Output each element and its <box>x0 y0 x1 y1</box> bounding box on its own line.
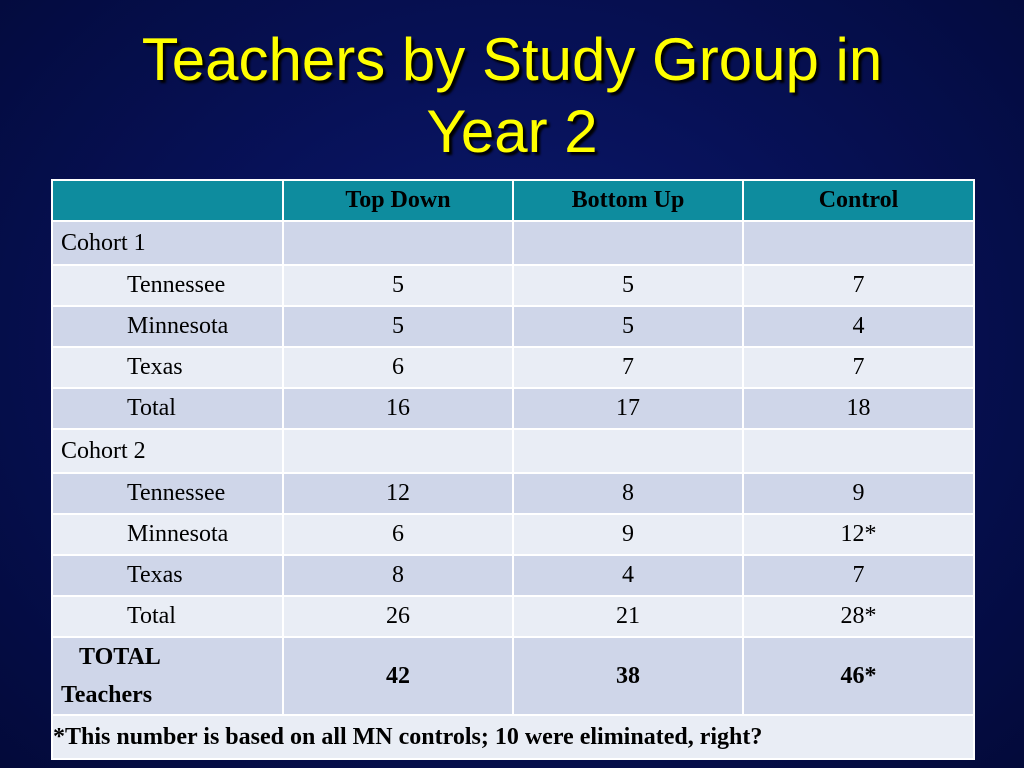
table-row-grand-total <box>52 637 974 715</box>
cell-top-down: 5 <box>283 265 513 306</box>
row-label: Cohort 1 <box>52 221 283 265</box>
row-label: Minnesota <box>52 306 283 347</box>
cell-control: 7 <box>743 347 974 388</box>
slide-title-line-2: Year 2 <box>426 98 598 165</box>
table-row <box>52 265 974 306</box>
table-row <box>52 555 974 596</box>
row-label: Texas <box>52 347 283 388</box>
cell-control: 28* <box>743 596 974 637</box>
cell-control: 7 <box>743 555 974 596</box>
cell-top-down <box>283 429 513 473</box>
cell-bottom-up: 9 <box>513 514 743 555</box>
cell-bottom-up: 4 <box>513 555 743 596</box>
grand-total-label <box>52 637 283 715</box>
row-label: Minnesota <box>52 514 283 555</box>
cell-bottom-up <box>513 429 743 473</box>
cell-bottom-up: 21 <box>513 596 743 637</box>
grand-total-bottom-up: 38 <box>513 637 743 715</box>
cell-top-down <box>283 221 513 265</box>
cell-bottom-up: 17 <box>513 388 743 429</box>
table-row-cohort-1 <box>52 221 974 265</box>
table-row <box>52 514 974 555</box>
cell-top-down: 26 <box>283 596 513 637</box>
cell-top-down: 8 <box>283 555 513 596</box>
cell-control: 18 <box>743 388 974 429</box>
header-top-down: Top Down <box>283 180 513 221</box>
row-label: Total <box>52 596 283 637</box>
table-row-subtotal <box>52 596 974 637</box>
cell-top-down: 16 <box>283 388 513 429</box>
cell-control: 12* <box>743 514 974 555</box>
grand-total-label-line-1: TOTAL <box>79 644 161 670</box>
table-row <box>52 473 974 514</box>
teachers-table <box>51 179 975 760</box>
cell-bottom-up: 5 <box>513 265 743 306</box>
cell-bottom-up: 5 <box>513 306 743 347</box>
table-row-subtotal <box>52 388 974 429</box>
row-label: Tennessee <box>52 473 283 514</box>
table-footnote-row <box>52 715 974 759</box>
row-label: Texas <box>52 555 283 596</box>
cell-bottom-up: 7 <box>513 347 743 388</box>
table-row <box>52 306 974 347</box>
cell-control: 4 <box>743 306 974 347</box>
cell-control: 9 <box>743 473 974 514</box>
cell-control <box>743 429 974 473</box>
grand-total-label-line-2: Teachers <box>61 682 153 708</box>
header-bottom-up: Bottom Up <box>513 180 743 221</box>
grand-total-top-down: 42 <box>283 637 513 715</box>
grand-total-control: 46* <box>743 637 974 715</box>
row-label: Cohort 2 <box>52 429 283 473</box>
cell-top-down: 5 <box>283 306 513 347</box>
row-label: Tennessee <box>52 265 283 306</box>
cell-control <box>743 221 974 265</box>
footnote: *This number is based on all MN controls; 10 were eliminated, right? <box>52 715 974 759</box>
table-row <box>52 347 974 388</box>
cell-bottom-up: 8 <box>513 473 743 514</box>
header-empty <box>52 180 283 221</box>
slide-title-line-1: Teachers by Study Group in <box>141 26 883 93</box>
row-label: Total <box>52 388 283 429</box>
header-control: Control <box>743 180 974 221</box>
table-row-cohort-2 <box>52 429 974 473</box>
cell-bottom-up <box>513 221 743 265</box>
cell-top-down: 6 <box>283 347 513 388</box>
table-header-row <box>52 180 974 221</box>
slide-title <box>0 24 1024 168</box>
cell-top-down: 12 <box>283 473 513 514</box>
cell-control: 7 <box>743 265 974 306</box>
cell-top-down: 6 <box>283 514 513 555</box>
